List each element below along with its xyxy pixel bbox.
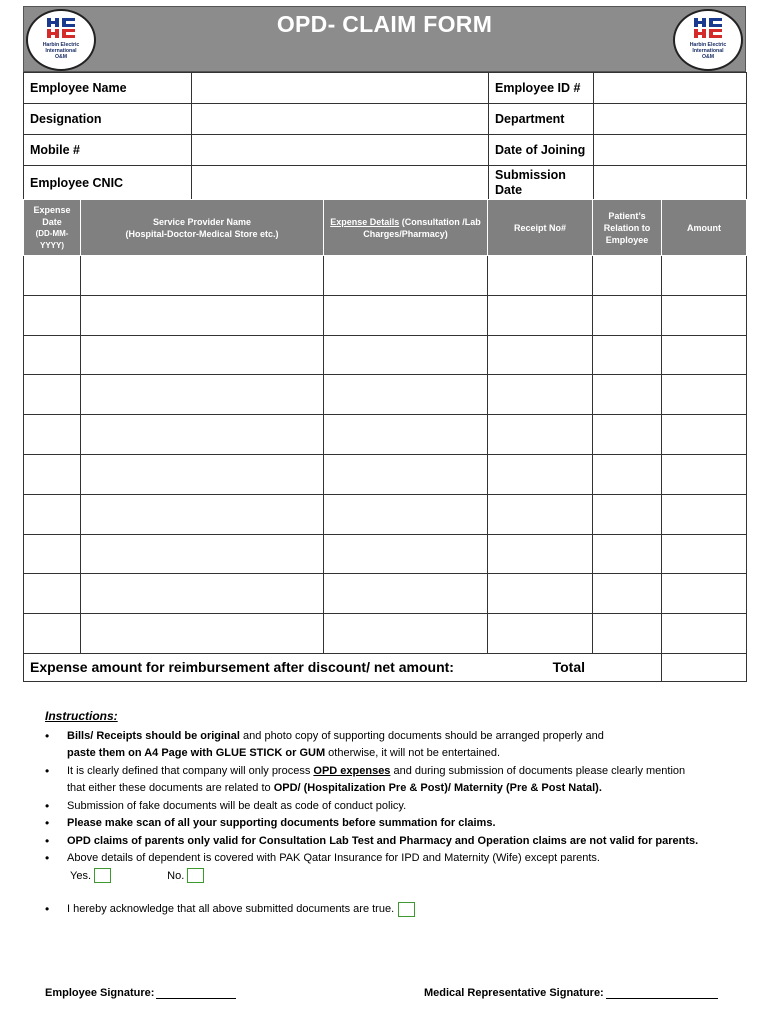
patient-relation-cell[interactable] [593, 295, 662, 335]
expense-table [23, 199, 747, 682]
expense-details-cell[interactable] [324, 574, 488, 614]
patient-relation-cell[interactable] [593, 614, 662, 654]
service-provider-cell[interactable] [81, 614, 324, 654]
employee-id-field[interactable] [594, 73, 747, 104]
service-provider-cell[interactable] [81, 256, 324, 296]
total-label: Expense amount for reimbursement after discount/ net amount: [24, 653, 593, 681]
date-of-joining-label: Date of Joining [489, 135, 594, 166]
amount-cell[interactable] [662, 574, 747, 614]
submission-date-field[interactable] [594, 166, 747, 200]
receipt-no-cell[interactable] [488, 614, 593, 654]
instruction-item: • OPD claims of parents only valid for Consultation Lab Test and Pharmacy and Operation claims are not valid for parents. [45, 833, 745, 851]
acknowledge-checkbox[interactable] [398, 902, 415, 917]
expense-details-cell[interactable] [324, 256, 488, 296]
receipt-no-cell[interactable] [488, 574, 593, 614]
mobile-label: Mobile # [24, 135, 192, 166]
table-row [24, 534, 747, 574]
he-logo-icon [692, 16, 724, 40]
designation-label: Designation [24, 104, 192, 135]
receipt-no-cell[interactable] [488, 256, 593, 296]
expense-date-cell[interactable] [24, 614, 81, 654]
designation-field[interactable] [192, 104, 489, 135]
expense-date-cell[interactable] [24, 454, 81, 494]
instruction-item-cont: that either these documents are related to OPD/ (Hospitalization Pre & Post)/ Maternity (Pre & Post Natal). [67, 782, 602, 794]
spacer [45, 885, 745, 901]
medical-signature-line[interactable] [606, 986, 718, 999]
employee-id-label: Employee ID # [489, 73, 594, 104]
instruction-item: • Submission of fake documents will be dealt as code of conduct policy. [45, 798, 745, 816]
expense-date-cell[interactable] [24, 534, 81, 574]
instruction-item: • It is clearly defined that company will only process OPD expenses and during submission of documents please clearly mention [45, 763, 745, 781]
employee-name-label: Employee Name [24, 73, 192, 104]
company-logo-right [673, 9, 743, 71]
department-field[interactable] [594, 104, 747, 135]
total-word: Total [523, 653, 592, 681]
amount-cell[interactable] [662, 415, 747, 455]
expense-date-cell[interactable] [24, 256, 81, 296]
expense-date-cell[interactable] [24, 375, 81, 415]
employee-signature: Employee Signature: [45, 986, 236, 999]
instruction-item-cont: paste them on A4 Page with GLUE STICK or GUM otherwise, it will not be entertained. [67, 747, 500, 759]
employee-signature-line[interactable] [156, 986, 236, 999]
expense-details-cell[interactable] [324, 494, 488, 534]
col-service-provider: Service Provider Name (Hospital-Doctor-Medical Store etc.) [81, 200, 324, 256]
col-amount: Amount [662, 200, 747, 256]
total-row [24, 653, 747, 681]
employee-cnic-label: Employee CNIC [24, 166, 192, 200]
service-provider-cell[interactable] [81, 534, 324, 574]
service-provider-cell[interactable] [81, 574, 324, 614]
expense-details-cell[interactable] [324, 454, 488, 494]
patient-relation-cell[interactable] [593, 454, 662, 494]
table-row [24, 256, 747, 296]
expense-date-cell[interactable] [24, 415, 81, 455]
form-title: OPD- CLAIM FORM [276, 11, 493, 37]
patient-relation-cell[interactable] [593, 256, 662, 296]
expense-details-cell[interactable] [324, 614, 488, 654]
total-amount-field[interactable] [662, 653, 747, 681]
service-provider-cell[interactable] [81, 415, 324, 455]
instruction-item: • I hereby acknowledge that all above submitted documents are true. [45, 901, 745, 919]
department-label: Department [489, 104, 594, 135]
expense-details-cell[interactable] [324, 534, 488, 574]
expense-date-cell[interactable] [24, 335, 81, 375]
expense-date-cell[interactable] [24, 295, 81, 335]
receipt-no-cell[interactable] [488, 534, 593, 574]
expense-date-cell[interactable] [24, 574, 81, 614]
amount-cell[interactable] [662, 295, 747, 335]
employee-info-table [23, 72, 747, 200]
amount-cell[interactable] [662, 256, 747, 296]
col-patient-relation: Patient’s Relation to Employee [593, 200, 662, 256]
receipt-no-cell[interactable] [488, 375, 593, 415]
col-expense-date: Expense Date (DD-MM-YYYY) [24, 200, 81, 256]
employee-cnic-field[interactable] [192, 166, 489, 200]
amount-cell[interactable] [662, 375, 747, 415]
amount-cell[interactable] [662, 454, 747, 494]
expense-details-cell[interactable] [324, 295, 488, 335]
amount-cell[interactable] [662, 494, 747, 534]
form-header [23, 6, 746, 72]
table-row [24, 574, 747, 614]
yes-checkbox[interactable] [94, 868, 111, 883]
medical-signature: Medical Representative Signature: [424, 986, 718, 999]
patient-relation-cell[interactable] [593, 335, 662, 375]
instruction-item: • Above details of dependent is covered with PAK Qatar Insurance for IPD and Maternity (Wife) except parents. [45, 850, 745, 868]
service-provider-cell[interactable] [81, 335, 324, 375]
table-row [24, 494, 747, 534]
service-provider-cell[interactable] [81, 375, 324, 415]
amount-cell[interactable] [662, 335, 747, 375]
expense-details-cell[interactable] [324, 335, 488, 375]
amount-cell[interactable] [662, 534, 747, 574]
receipt-no-cell[interactable] [488, 415, 593, 455]
col-receipt-no: Receipt No# [488, 200, 593, 256]
patient-relation-cell[interactable] [593, 494, 662, 534]
table-row [24, 295, 747, 335]
logo-caption: Harbin Electric International O&M [42, 42, 80, 60]
instructions-section [45, 708, 745, 919]
no-label: No. [167, 869, 185, 882]
table-row [24, 335, 747, 375]
service-provider-cell[interactable] [81, 454, 324, 494]
employee-name-field[interactable] [192, 73, 489, 104]
mobile-field[interactable] [192, 135, 489, 166]
patient-relation-cell[interactable] [593, 375, 662, 415]
service-provider-cell[interactable] [81, 295, 324, 335]
no-checkbox[interactable] [187, 868, 204, 883]
logo-caption: Harbin Electric International O&M [689, 42, 727, 60]
expense-details-cell[interactable] [324, 375, 488, 415]
table-row [24, 454, 747, 494]
table-row [24, 415, 747, 455]
yes-label: Yes. [70, 869, 92, 882]
receipt-no-cell[interactable] [488, 295, 593, 335]
table-row [24, 375, 747, 415]
submission-date-label: Submission Date [489, 166, 594, 200]
receipt-no-cell[interactable] [488, 454, 593, 494]
receipt-no-cell[interactable] [488, 335, 593, 375]
instruction-item: • Bills/ Receipts should be original and photo copy of supporting documents should be arranged properly and [45, 728, 745, 746]
table-row [24, 614, 747, 654]
expense-date-cell[interactable] [24, 494, 81, 534]
patient-relation-cell[interactable] [593, 534, 662, 574]
instruction-item: • Please make scan of all your supporting documents before summation for claims. [45, 815, 745, 833]
col-expense-details: Expense Details (Consultation /Lab Charges/Pharmacy) [324, 200, 488, 256]
service-provider-cell[interactable] [81, 494, 324, 534]
patient-relation-cell[interactable] [593, 574, 662, 614]
receipt-no-cell[interactable] [488, 494, 593, 534]
patient-relation-cell[interactable] [593, 415, 662, 455]
expense-details-cell[interactable] [324, 415, 488, 455]
amount-cell[interactable] [662, 614, 747, 654]
expense-rows [24, 256, 747, 654]
yes-no-row [45, 868, 745, 886]
instructions-title: Instructions: [45, 709, 118, 723]
date-of-joining-field[interactable] [594, 135, 747, 166]
